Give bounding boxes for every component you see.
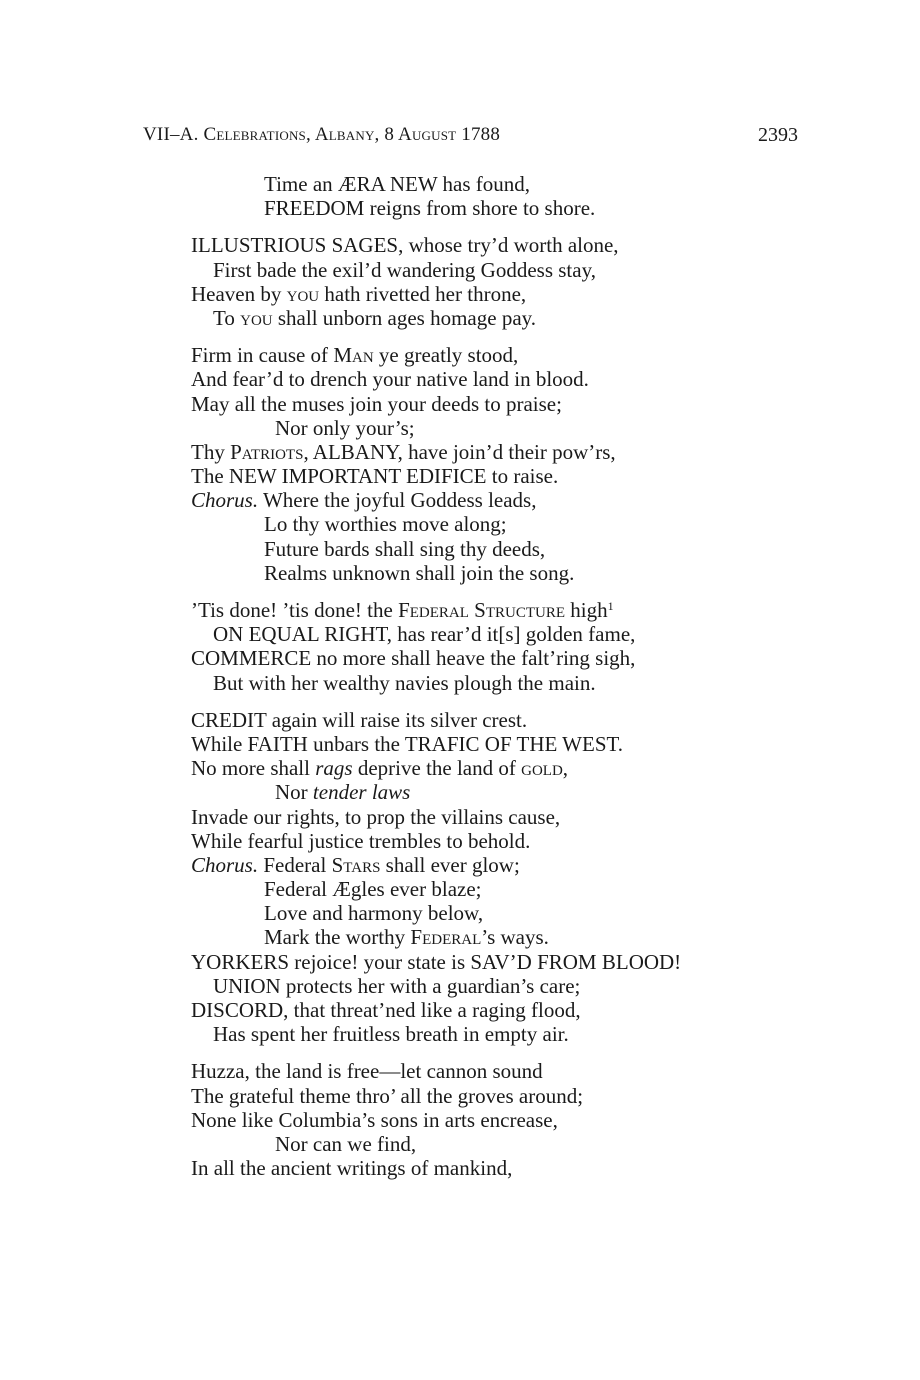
verse-line: Firm in cause of Man ye greatly stood, [191,343,519,368]
verse-line: Realms unknown shall join the song. [264,560,575,585]
verse-line: CREDIT again will raise its silver crest. [191,707,528,732]
verse-line: Federal Ægles ever blaze; [264,877,482,902]
verse-line: UNION protects her with a guardian’s care; [213,973,581,998]
verse-line: Love and harmony below, [264,901,484,926]
poem-text [191,172,831,1193]
verse-line: Nor only your’s; [275,415,415,440]
chorus-label: Chorus. [191,852,259,877]
verse-line: FREEDOM reigns from shore to shore. [264,196,596,221]
verse-line: The NEW IMPORTANT EDIFICE to raise. [191,464,559,489]
verse-line: While FAITH unbars the TRAFIC OF THE WEST. [191,731,624,756]
stanza-2 [191,233,831,330]
stanza-6 [191,1059,831,1180]
verse-line: While fearful justice trembles to behold. [191,828,531,853]
running-head: VII–A. Celebrations, Albany, 8 August 1788 [143,124,501,145]
verse-line: Huzza, the land is free—let cannon sound [191,1059,543,1084]
verse-line: May all the muses join your deeds to praise; [191,391,562,416]
verse-line: No more shall rags deprive the land of gold, [191,756,569,781]
verse-line: Nor tender laws [275,780,411,805]
verse-line: Lo thy worthies move along; [264,512,507,537]
verse-line: To you shall unborn ages homage pay. [213,305,537,330]
page-number: 2393 [758,124,798,146]
stanza-5 [191,708,831,1047]
chorus-line: Chorus. Federal Stars shall ever glow; [191,852,520,877]
stanza-4 [191,598,831,695]
verse-line: Time an ÆRA NEW has found, [264,172,531,196]
chorus-label: Chorus. [191,488,259,513]
verse-line: And fear’d to drench your native land in blood. [191,367,589,392]
verse-line: Thy Patriots, ALBANY, have join’d their pow’rs, [191,439,616,464]
verse-line: YORKERS rejoice! your state is SAV’D FROM BLOOD! [191,949,682,974]
verse-line: In all the ancient writings of mankind, [191,1156,513,1181]
verse-line: Heaven by you hath rivetted her throne, [191,281,527,306]
verse-line: Future bards shall sing thy deeds, [264,536,546,561]
verse-line: None like Columbia’s sons in arts encrease, [191,1107,558,1132]
verse-line: ILLUSTRIOUS SAGES, whose try’d worth alone, [191,233,619,258]
verse-line: First bade the exil’d wandering Goddess stay, [213,257,596,282]
stanza-1 [191,172,831,220]
verse-line: ON EQUAL RIGHT, has rear’d it[s] golden fame, [213,622,636,647]
verse-line: Nor can we find, [275,1131,417,1156]
verse-line: The grateful theme thro’ all the groves around; [191,1083,584,1108]
verse-line: Mark the worthy Federal’s ways. [264,925,549,950]
footnote-marker: 1 [607,599,614,613]
verse-line: Has spent her fruitless breath in empty air. [213,1022,569,1047]
verse-line: ’Tis done! ’tis done! the Federal Structure high$^1$ [191,598,614,622]
verse-line: DISCORD, that threat’ned like a raging flood, [191,998,581,1022]
stanza-3 [191,343,831,585]
verse-line: COMMERCE no more shall heave the falt’ring sigh, [191,646,636,671]
verse-line: But with her wealthy navies plough the main. [213,670,596,695]
chorus-line: Chorus. Where the joyful Goddess leads, [191,488,537,513]
verse-line: Invade our rights, to prop the villains cause, [191,804,561,829]
